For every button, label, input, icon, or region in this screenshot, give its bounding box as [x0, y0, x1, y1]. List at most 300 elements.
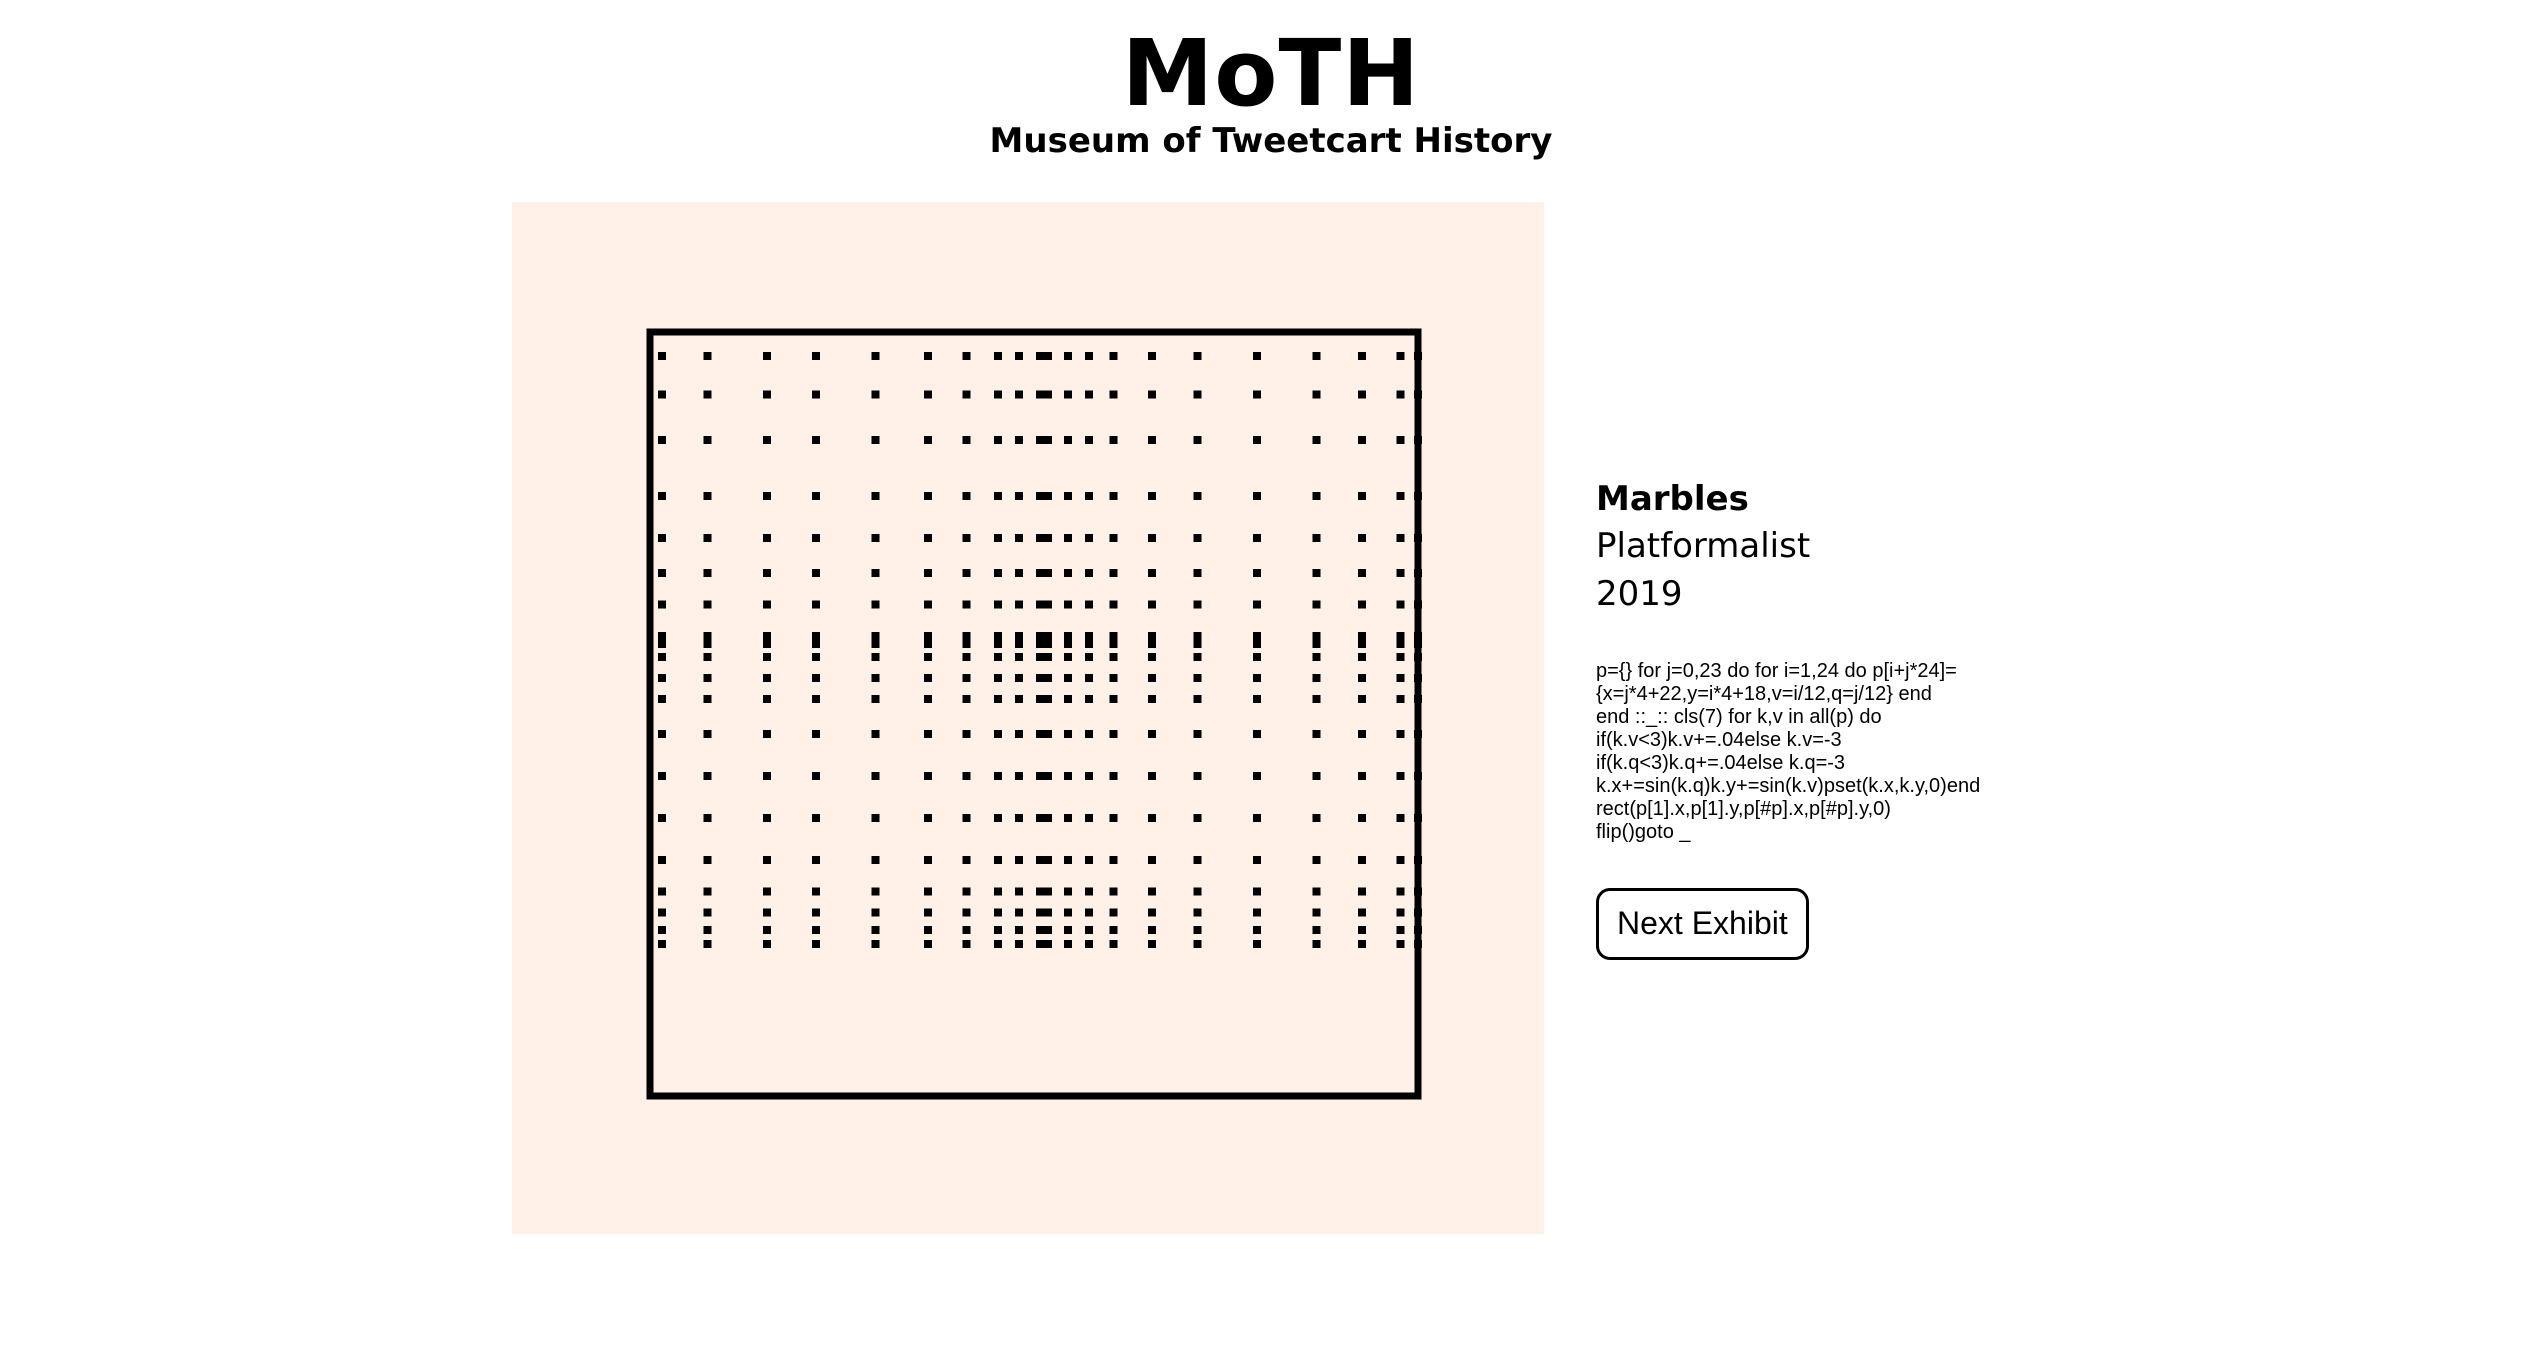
- cart-pixel: [1036, 492, 1052, 500]
- cart-pixel: [1085, 436, 1093, 444]
- cart-pixel: [658, 352, 666, 360]
- cart-pixel: [924, 674, 932, 682]
- cart-pixel: [872, 856, 880, 864]
- cart-pixel: [763, 856, 771, 864]
- cart-pixel: [1110, 436, 1118, 444]
- cart-pixel: [1397, 534, 1405, 542]
- cart-pixel: [924, 888, 932, 896]
- cart-pixel: [924, 352, 932, 360]
- cart-pixel: [1110, 352, 1118, 360]
- cart-pixel: [704, 653, 712, 661]
- cart-pixel: [763, 730, 771, 738]
- cart-pixel: [704, 569, 712, 577]
- cart-pixel: [1110, 695, 1118, 703]
- cart-pixel: [658, 730, 666, 738]
- cart-pixel: [963, 888, 971, 896]
- cart-pixel: [924, 695, 932, 703]
- cart-pixel: [994, 352, 1002, 360]
- cart-pixel: [1313, 926, 1321, 934]
- cart-pixel: [1194, 352, 1202, 360]
- tweetcart-canvas: [512, 202, 1544, 1234]
- cart-pixel: [1313, 772, 1321, 780]
- cart-pixel: [1110, 730, 1118, 738]
- cart-pixel: [963, 940, 971, 948]
- cart-pixel: [1015, 601, 1023, 609]
- cart-pixel: [1358, 888, 1366, 896]
- cart-pixel: [1148, 492, 1156, 500]
- cart-pixel: [994, 569, 1002, 577]
- cart-pixel: [994, 856, 1002, 864]
- cart-pixel: [658, 601, 666, 609]
- cart-pixel: [1397, 695, 1405, 703]
- site-title: MoTH: [1121, 20, 1421, 127]
- cart-pixel: [1358, 436, 1366, 444]
- cart-pixel: [1397, 674, 1405, 682]
- cart-pixel: [1414, 856, 1422, 864]
- cart-pixel: [872, 772, 880, 780]
- cart-pixel: [1253, 926, 1261, 934]
- cart-pixel: [1036, 436, 1052, 444]
- cart-pixel: [1397, 856, 1405, 864]
- cart-pixel: [763, 436, 771, 444]
- cart-pixel: [812, 730, 820, 738]
- cart-pixel: [763, 632, 771, 648]
- cart-pixel: [1148, 772, 1156, 780]
- cart-pixel: [1148, 674, 1156, 682]
- cart-pixel: [1064, 569, 1072, 577]
- cart-pixel: [658, 909, 666, 917]
- cart-pixel: [1148, 695, 1156, 703]
- cart-pixel: [1313, 632, 1321, 648]
- cart-pixel: [1085, 352, 1093, 360]
- cart-pixel: [1015, 569, 1023, 577]
- cart-pixel: [704, 909, 712, 917]
- cart-pixel: [1148, 534, 1156, 542]
- cart-pixel: [1414, 926, 1422, 934]
- cart-pixel: [1064, 772, 1072, 780]
- cart-pixel: [1036, 391, 1052, 399]
- cart-pixel: [994, 653, 1002, 661]
- cart-pixel: [1085, 926, 1093, 934]
- cart-pixel: [1358, 653, 1366, 661]
- cart-pixel: [1036, 569, 1052, 577]
- cart-pixel: [1148, 926, 1156, 934]
- cart-pixel: [1148, 569, 1156, 577]
- cart-pixel: [1397, 772, 1405, 780]
- cart-pixel: [924, 653, 932, 661]
- cart-pixel: [1085, 632, 1093, 648]
- cart-pixel: [963, 352, 971, 360]
- cart-pixel: [1313, 569, 1321, 577]
- cart-pixel: [1397, 926, 1405, 934]
- cart-pixel: [1110, 391, 1118, 399]
- cart-pixel: [812, 909, 820, 917]
- cart-pixel: [872, 888, 880, 896]
- exhibit-year: 2019: [1596, 574, 1683, 614]
- cart-pixel: [994, 730, 1002, 738]
- cart-pixel: [658, 695, 666, 703]
- cart-pixel: [924, 601, 932, 609]
- cart-pixel: [704, 730, 712, 738]
- cart-pixel: [994, 772, 1002, 780]
- cart-pixel: [994, 940, 1002, 948]
- cart-pixel: [994, 492, 1002, 500]
- cart-pixel: [1148, 632, 1156, 648]
- cart-pixel: [658, 888, 666, 896]
- cart-pixel: [658, 492, 666, 500]
- cart-pixel: [1253, 534, 1261, 542]
- cart-pixel: [1148, 436, 1156, 444]
- cart-pixel: [872, 601, 880, 609]
- cart-pixel: [872, 814, 880, 822]
- cart-pixel: [763, 653, 771, 661]
- site-subtitle: Museum of Tweetcart History: [989, 121, 1553, 161]
- exhibit-code: p={} for j=0,23 do for i=1,24 do p[i+j*24]= {x=j*4+22,y=i*4+18,v=i/12,q=j/12} end end ::_:: cls(7) for k,v in all(p) do if(k.v<3)k.v+=.04else k.v=-3 if(k.q<3)k.q+=.04else k.q=-3 k.x+=sin(k.q)k.y+=sin(k.v)pset(k.x,k.y,0)end rect(p[1].x,p[1].y,p[#p].x,p[#p].y,0) flip()goto _: [1596, 660, 1981, 843]
- cart-pixel: [963, 653, 971, 661]
- cart-pixel: [1148, 730, 1156, 738]
- cart-pixel: [704, 940, 712, 948]
- cart-pixel: [1110, 926, 1118, 934]
- cart-pixel: [1085, 856, 1093, 864]
- cart-pixel: [1313, 653, 1321, 661]
- cart-pixel: [1194, 940, 1202, 948]
- cart-pixel: [704, 772, 712, 780]
- cart-pixel: [963, 534, 971, 542]
- cart-pixel: [1036, 814, 1052, 822]
- cart-pixel: [1085, 695, 1093, 703]
- cart-pixel: [1414, 674, 1422, 682]
- cart-pixel: [994, 436, 1002, 444]
- cart-pixel: [994, 632, 1002, 648]
- cart-pixel: [812, 888, 820, 896]
- cart-pixel: [763, 569, 771, 577]
- cart-pixel: [763, 814, 771, 822]
- cart-pixel: [1358, 926, 1366, 934]
- cart-pixel: [994, 601, 1002, 609]
- cart-pixel: [963, 695, 971, 703]
- cart-pixel: [1036, 856, 1052, 864]
- cart-pixel: [963, 569, 971, 577]
- cart-pixel: [1414, 909, 1422, 917]
- cart-pixel: [994, 695, 1002, 703]
- cart-pixel: [1064, 653, 1072, 661]
- cart-pixel: [924, 534, 932, 542]
- cart-pixel: [763, 674, 771, 682]
- cart-pixel: [1397, 436, 1405, 444]
- cart-pixel: [1397, 653, 1405, 661]
- cart-pixel: [1036, 909, 1052, 917]
- cart-pixel: [963, 436, 971, 444]
- cart-pixel: [763, 601, 771, 609]
- cart-pixel: [812, 492, 820, 500]
- cart-pixel: [1064, 926, 1072, 934]
- cart-border-rect: [650, 332, 1418, 1096]
- cart-pixel: [963, 909, 971, 917]
- cart-pixel: [704, 492, 712, 500]
- cart-pixel: [1194, 695, 1202, 703]
- cart-pixel: [1397, 814, 1405, 822]
- cart-pixel: [1253, 352, 1261, 360]
- cart-pixel: [763, 926, 771, 934]
- cart-pixel: [763, 909, 771, 917]
- cart-pixel: [1358, 674, 1366, 682]
- cart-pixel: [1194, 814, 1202, 822]
- cart-pixel: [1414, 569, 1422, 577]
- cart-pixel: [1194, 569, 1202, 577]
- exhibit-info: [1596, 476, 2296, 960]
- cart-pixel: [1194, 534, 1202, 542]
- cart-pixel: [763, 352, 771, 360]
- cart-pixel: [704, 888, 712, 896]
- cart-pixel: [1313, 534, 1321, 542]
- cart-pixel: [1015, 772, 1023, 780]
- cart-pixel: [872, 391, 880, 399]
- cart-pixel: [1358, 856, 1366, 864]
- cart-pixel: [1313, 940, 1321, 948]
- cart-pixel: [1414, 940, 1422, 948]
- cart-pixel: [1085, 569, 1093, 577]
- cart-pixel: [658, 940, 666, 948]
- cart-pixel: [658, 632, 666, 648]
- cart-pixel: [1064, 391, 1072, 399]
- cart-pixel: [763, 391, 771, 399]
- cart-pixel: [812, 814, 820, 822]
- cart-pixel: [1253, 940, 1261, 948]
- cart-pixel: [812, 632, 820, 648]
- cart-pixel: [1064, 909, 1072, 917]
- cart-pixel: [963, 601, 971, 609]
- cart-pixel: [994, 926, 1002, 934]
- cart-pixel: [658, 653, 666, 661]
- cart-pixel: [763, 772, 771, 780]
- cart-pixel: [1414, 436, 1422, 444]
- cart-pixel: [1313, 888, 1321, 896]
- cart-pixel: [812, 601, 820, 609]
- cart-pixel: [994, 674, 1002, 682]
- cart-pixel: [872, 730, 880, 738]
- cart-pixel: [1015, 391, 1023, 399]
- cart-pixel: [763, 888, 771, 896]
- cart-pixel: [1110, 534, 1118, 542]
- cart-pixel: [658, 674, 666, 682]
- cart-pixel: [872, 492, 880, 500]
- cart-pixel: [1194, 909, 1202, 917]
- cart-pixel: [1194, 492, 1202, 500]
- cart-pixel: [1064, 730, 1072, 738]
- cart-pixel: [1148, 814, 1156, 822]
- cart-pixel: [1015, 856, 1023, 864]
- cart-pixel: [1397, 391, 1405, 399]
- cart-pixel: [1110, 940, 1118, 948]
- cart-pixel: [1358, 391, 1366, 399]
- cart-pixel: [812, 653, 820, 661]
- cart-pixel: [812, 674, 820, 682]
- cart-pixel: [1085, 909, 1093, 917]
- cart-pixel: [1194, 632, 1202, 648]
- cart-pixel: [658, 534, 666, 542]
- cart-pixel: [812, 352, 820, 360]
- cart-pixel: [1358, 814, 1366, 822]
- cart-pixel: [1064, 856, 1072, 864]
- cart-pixel: [704, 926, 712, 934]
- cart-pixel: [1414, 391, 1422, 399]
- cart-pixel: [763, 940, 771, 948]
- cart-pixel: [704, 632, 712, 648]
- cart-pixel: [963, 391, 971, 399]
- cart-pixel: [1064, 352, 1072, 360]
- cart-pixel: [1064, 695, 1072, 703]
- cart-pixel: [963, 730, 971, 738]
- cart-pixel: [812, 926, 820, 934]
- cart-pixel: [1414, 695, 1422, 703]
- cart-pixel: [1358, 601, 1366, 609]
- cart-pixel: [763, 534, 771, 542]
- cart-pixel: [1148, 352, 1156, 360]
- cart-pixel: [812, 534, 820, 542]
- cart-pixel: [963, 856, 971, 864]
- cart-pixel: [1313, 601, 1321, 609]
- cart-pixel: [1148, 601, 1156, 609]
- cart-pixel: [1110, 674, 1118, 682]
- cart-pixel: [1015, 730, 1023, 738]
- cart-pixel: [812, 856, 820, 864]
- cart-pixel: [1015, 653, 1023, 661]
- cart-pixel: [924, 772, 932, 780]
- cart-pixel: [872, 534, 880, 542]
- cart-pixel: [1064, 492, 1072, 500]
- cart-pixel: [1064, 674, 1072, 682]
- cart-pixel: [1110, 569, 1118, 577]
- cart-pixel: [1253, 856, 1261, 864]
- cart-pixel: [1194, 926, 1202, 934]
- cart-pixel: [872, 569, 880, 577]
- cart-pixel: [924, 730, 932, 738]
- cart-pixel: [1194, 730, 1202, 738]
- next-exhibit-button[interactable]: Next Exhibit: [1596, 888, 1809, 960]
- cart-pixel: [812, 569, 820, 577]
- cart-pixel: [1194, 653, 1202, 661]
- cart-pixel: [924, 926, 932, 934]
- cart-pixel: [1313, 856, 1321, 864]
- cart-pixel: [1085, 730, 1093, 738]
- cart-pixel: [1148, 909, 1156, 917]
- cart-pixel: [872, 674, 880, 682]
- cart-pixel: [1253, 632, 1261, 648]
- cart-pixel: [1036, 674, 1052, 682]
- cart-pixel: [1085, 940, 1093, 948]
- cart-pixel: [704, 352, 712, 360]
- cart-pixel: [1085, 772, 1093, 780]
- cart-pixel: [872, 632, 880, 648]
- cart-pixel: [872, 352, 880, 360]
- cart-pixel: [1253, 436, 1261, 444]
- cart-pixel: [1253, 569, 1261, 577]
- cart-pixel: [1110, 888, 1118, 896]
- cart-pixel: [1358, 909, 1366, 917]
- cart-pixel: [1015, 492, 1023, 500]
- cart-pixel: [1358, 940, 1366, 948]
- cart-pixel: [1015, 352, 1023, 360]
- cart-pixel: [1253, 909, 1261, 917]
- cart-pixel: [1036, 352, 1052, 360]
- cart-pixel: [1253, 814, 1261, 822]
- cart-pixel: [1253, 695, 1261, 703]
- cart-pixel: [1313, 730, 1321, 738]
- cart-pixel: [704, 601, 712, 609]
- cart-pixel: [1194, 674, 1202, 682]
- cart-pixel: [1194, 391, 1202, 399]
- cart-pixel: [963, 814, 971, 822]
- cart-pixel: [1414, 772, 1422, 780]
- cart-pixel: [1414, 534, 1422, 542]
- cart-pixel: [1253, 492, 1261, 500]
- cart-pixel: [1253, 601, 1261, 609]
- cart-pixel: [1110, 909, 1118, 917]
- cart-pixel: [1036, 632, 1052, 648]
- cart-pixel: [1110, 632, 1118, 648]
- cart-pixel: [994, 814, 1002, 822]
- cart-pixel: [1358, 492, 1366, 500]
- cart-pixel: [658, 772, 666, 780]
- cart-pixel: [704, 534, 712, 542]
- cart-pixel: [704, 436, 712, 444]
- cart-pixel: [1414, 492, 1422, 500]
- cart-pixel: [1313, 492, 1321, 500]
- cart-pixel: [1036, 601, 1052, 609]
- cart-pixel: [1064, 436, 1072, 444]
- cart-pixel: [1036, 772, 1052, 780]
- cart-pixel: [812, 695, 820, 703]
- cart-pixel: [1015, 926, 1023, 934]
- cart-pixel: [1015, 695, 1023, 703]
- cart-pixel: [1015, 940, 1023, 948]
- cart-pixel: [1036, 888, 1052, 896]
- cart-pixel: [963, 632, 971, 648]
- cart-pixel: [1397, 352, 1405, 360]
- cart-pixel: [924, 909, 932, 917]
- cart-pixel: [1194, 772, 1202, 780]
- cart-pixel: [1110, 856, 1118, 864]
- cart-pixel: [1110, 492, 1118, 500]
- cart-pixel: [1358, 730, 1366, 738]
- cart-pixel: [1085, 674, 1093, 682]
- cart-pixel: [1110, 601, 1118, 609]
- cart-pixel: [704, 856, 712, 864]
- cart-pixel: [1194, 436, 1202, 444]
- cart-pixel: [1015, 436, 1023, 444]
- cart-pixel: [1397, 601, 1405, 609]
- cart-pixel: [1148, 391, 1156, 399]
- cart-pixel: [924, 632, 932, 648]
- cart-pixel: [658, 436, 666, 444]
- cart-pixel: [1015, 888, 1023, 896]
- cart-pixel: [1253, 772, 1261, 780]
- cart-pixel: [1064, 534, 1072, 542]
- cart-pixel: [1313, 391, 1321, 399]
- cart-pixel: [963, 772, 971, 780]
- cart-pixel: [924, 391, 932, 399]
- cart-pixel: [924, 814, 932, 822]
- cart-pixel: [1358, 632, 1366, 648]
- cart-pixel: [1036, 940, 1052, 948]
- cart-pixel: [1397, 888, 1405, 896]
- cart-pixel: [658, 391, 666, 399]
- cart-pixel: [963, 926, 971, 934]
- cart-pixel: [1085, 653, 1093, 661]
- cart-pixel: [1313, 909, 1321, 917]
- cart-pixel: [1036, 926, 1052, 934]
- cart-pixel: [1064, 814, 1072, 822]
